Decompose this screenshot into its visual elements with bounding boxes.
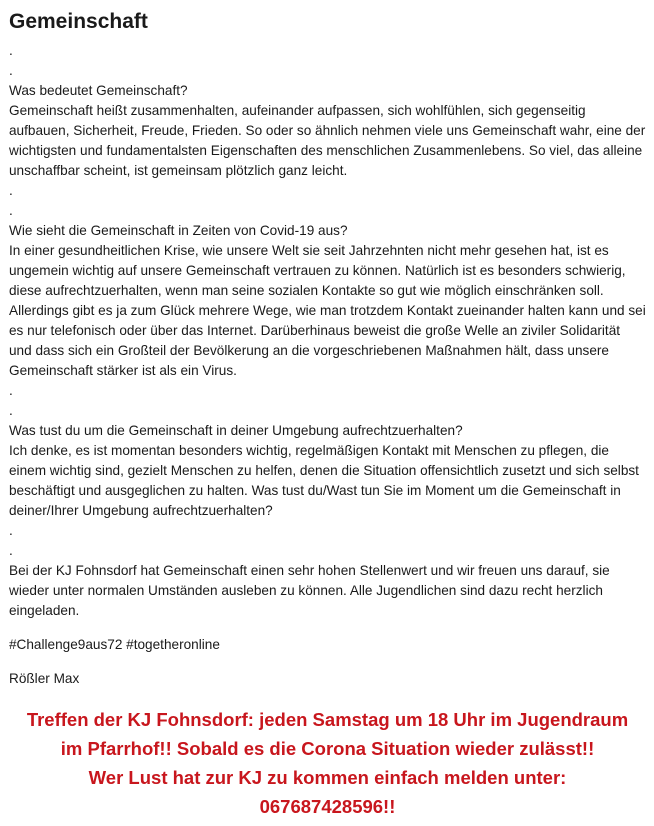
notice-line: im Pfarrhof!! Sobald es die Corona Situation wieder zulässt!! — [60, 738, 595, 759]
author-name: Rößler Max — [9, 671, 80, 686]
paragraph-dot: . — [9, 183, 13, 198]
paragraph-dot: . — [9, 203, 13, 218]
question-heading: Was tust du um die Gemeinschaft in deiner Umgebung aufrechtzuerhalten? — [9, 423, 463, 438]
paragraph-dot: . — [9, 523, 13, 538]
paragraph-dot: . — [9, 63, 13, 78]
notice-line: Wer Lust hat zur KJ zu kommen einfach melden unter: — [88, 767, 567, 788]
paragraph-dot: . — [9, 383, 13, 398]
spacer — [9, 621, 646, 635]
paragraph-dot: . — [9, 43, 13, 58]
hashtags: #Challenge9aus72 #togetheronline — [9, 637, 220, 652]
paragraph: Bei der KJ Fohnsdorf hat Gemeinschaft einen sehr hohen Stellenwert und wir freuen uns darauf, sie wieder unter normalen Umständen ausleben zu können. Alle Jugendlichen sind dazu recht herzlich eingeladen. — [9, 563, 614, 618]
paragraph-dot: . — [9, 543, 13, 558]
spacer — [9, 655, 646, 669]
paragraph: Gemeinschaft heißt zusammenhalten, aufeinander aufpassen, sich wohlfühlen, sich gegenseitig aufbauen, Sicherheit, Freude, Frieden. So oder so ähnlich nehmen viele uns Gemeinschaft wahr, eine der wichtigsten und fundamentalsten Eigenschaften des menschlichen Zusammenlebens. So viel, das alleine unschaffbar scheint, ist gemeinsam plötzlich ganz leicht. — [9, 103, 650, 178]
notice-line: Treffen der KJ Fohnsdorf: jeden Samstag um 18 Uhr im Jugendraum — [26, 709, 629, 730]
page-title: Gemeinschaft — [9, 10, 148, 33]
notice-phone: 067687428596!! — [259, 796, 396, 817]
question-heading: Was bedeutet Gemeinschaft? — [9, 83, 188, 98]
article-body — [9, 41, 650, 689]
meeting-notice — [9, 705, 646, 821]
paragraph: In einer gesundheitlichen Krise, wie unsere Welt sie seit Jahrzehnten nicht mehr gesehen hat, ist es ungemein wichtig auf unsere Gemeinschaft vertrauen zu können. Natürlich ist es besonders schwierig, diese aufrechtzuerhalten, wenn man seine sozialen Kontakte so gut wie möglich einschränken soll. Allerdings gibt es ja zum Glück mehrere Wege, wie man trotzdem Kontakt zueinander halten kann und sei es nur telefonisch oder über das Internet. Darüberhinaus beweist die große Welle an ziviler Solidarität und dass sich ein Großteil der Bevölkerung an die vorgeschriebenen Maßnahmen hält, dass unsere Gemeinschaft stärker ist als ein Virus. — [9, 243, 650, 378]
paragraph: Ich denke, es ist momentan besonders wichtig, regelmäßigen Kontakt mit Menschen zu pflegen, die einem wichtig sind, gezielt Menschen zu helfen, denen die Situation offensichtlich zusetzt und sich selbst beschäftigt und ausgeglichen zu halten. Was tust du/Wast tun Sie im Moment um die Gemeinschaft in deiner/Ihrer Umgebung aufrechtzuerhalten? — [9, 443, 643, 518]
paragraph-dot: . — [9, 403, 13, 418]
question-heading: Wie sieht die Gemeinschaft in Zeiten von Covid-19 aus? — [9, 223, 348, 238]
